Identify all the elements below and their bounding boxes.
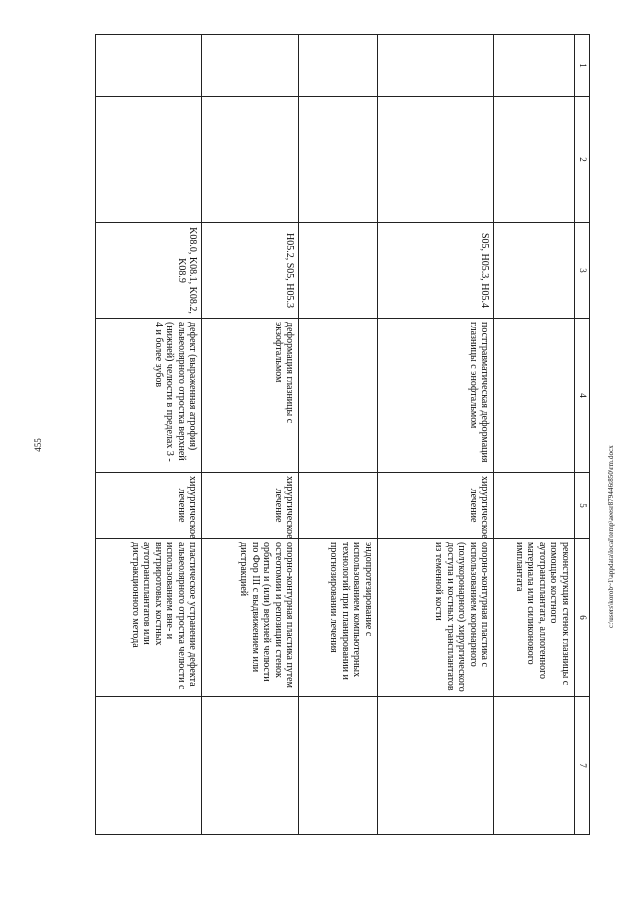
column-header: 1 bbox=[575, 35, 590, 97]
cell-profile bbox=[299, 97, 378, 223]
cell-index bbox=[494, 35, 575, 97]
cell-profile bbox=[96, 97, 202, 223]
cell-profile bbox=[494, 97, 575, 223]
cell-diagnosis: дефект (выраженная атрофия) альвеолярного отростка верхней (нижней) челюсти в пределах 3 - 4 и более зубов bbox=[96, 319, 202, 473]
column-header: 7 bbox=[575, 697, 590, 835]
cell-treatment-type bbox=[494, 473, 575, 539]
cell-treatment-type: хирургическое лечение bbox=[377, 473, 493, 539]
column-header: 4 bbox=[575, 319, 590, 473]
table-row bbox=[299, 35, 378, 835]
column-header: 2 bbox=[575, 97, 590, 223]
cell-index bbox=[96, 35, 202, 97]
table-row bbox=[377, 35, 493, 835]
rotated-table-container bbox=[95, 34, 590, 834]
column-header: 5 bbox=[575, 473, 590, 539]
cell-codes: S05, H05.3, H05.4 bbox=[377, 223, 493, 319]
cell-method: опорно-контурная пластика путем остеотомии и репозиции стенок орбиты и (или) верхней челюсти по Фор III с выдвижением или дистракцией bbox=[202, 539, 299, 697]
cell-profile bbox=[202, 97, 299, 223]
cell-diagnosis: деформация глазницы с экзофтальмом bbox=[202, 319, 299, 473]
cell-diagnosis: посттравматическая деформация глазницы с энофтальмом bbox=[377, 319, 493, 473]
cell-extra bbox=[494, 697, 575, 835]
table-row bbox=[96, 35, 202, 835]
cell-index bbox=[377, 35, 493, 97]
cell-index bbox=[202, 35, 299, 97]
column-header: 3 bbox=[575, 223, 590, 319]
cell-codes bbox=[299, 223, 378, 319]
cell-codes: H05.2, S05, H05.3 bbox=[202, 223, 299, 319]
cell-extra bbox=[202, 697, 299, 835]
cell-codes: K08.0, K08.1, K08.2, K08.9 bbox=[96, 223, 202, 319]
cell-method: реконструкция стенок глазницы с помощью костного аутотрансплантата, аллогенного материала или силиконового имплантата bbox=[494, 539, 575, 697]
cell-method: опорно-контурная пластика с использованием коронарного (полукоронарного) хирургического доступа и костных трансплантатов из теменной кости bbox=[377, 539, 493, 697]
cell-treatment-type bbox=[299, 473, 378, 539]
cell-extra bbox=[96, 697, 202, 835]
page-number: 455 bbox=[33, 438, 43, 452]
cell-extra bbox=[377, 697, 493, 835]
column-header: 6 bbox=[575, 539, 590, 697]
cell-codes bbox=[494, 223, 575, 319]
treatment-table bbox=[95, 34, 590, 835]
header-row bbox=[575, 35, 590, 835]
table-row bbox=[494, 35, 575, 835]
cell-diagnosis bbox=[494, 319, 575, 473]
cell-extra bbox=[299, 697, 378, 835]
cell-treatment-type: хирургическое лечение bbox=[202, 473, 299, 539]
footer-file-path: c:\users\korob~1\appdata\local\temp\aeesr879446t850\rm.docx bbox=[607, 445, 615, 628]
cell-profile bbox=[377, 97, 493, 223]
cell-method: эндопротезирование с использованием компьютерных технологий при планировании и прогнозировании лечения bbox=[299, 539, 378, 697]
cell-method: пластическое устранение дефекта альвеолярного отростка челюсти с использованием вне- и внутриротовых костных аутотрансплантатов или дистракционного метода bbox=[96, 539, 202, 697]
cell-index bbox=[299, 35, 378, 97]
cell-treatment-type: хирургическое лечение bbox=[96, 473, 202, 539]
cell-diagnosis bbox=[299, 319, 378, 473]
table-row bbox=[202, 35, 299, 835]
